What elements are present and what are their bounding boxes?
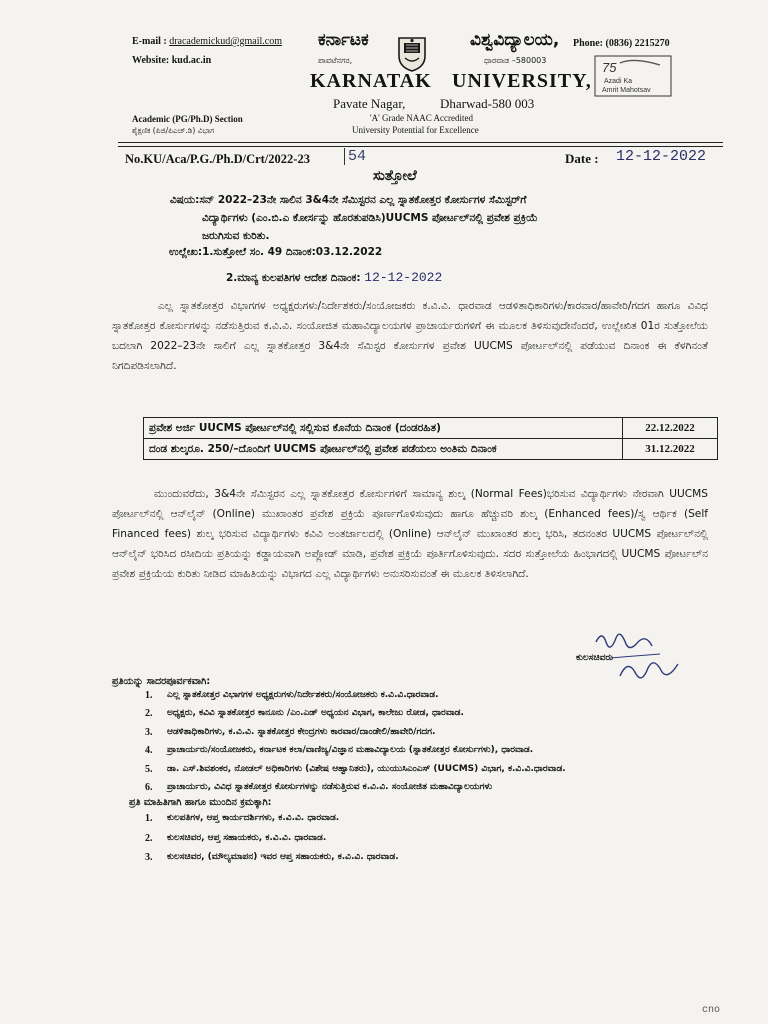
subject-line-2: ವಿದ್ಯಾರ್ಥಿಗಳು (ಎಂ.ಬಿ.ಎ ಕೋರ್ಸನ್ನು ಹೊರತುಪಡಿಸಿ)UUCMS ಪೋರ್ಟಲ್‌ನಲ್ಲಿ ಪ್ರವೇಶ ಪ್ರಕ್ರಿಯೆ [202,212,538,224]
university-name-english-right: UNIVERSITY, [452,70,592,92]
list-item-number: 4. [145,745,153,757]
list-item-text: ಕುಲಸಚಿವರ, (ಮೌಲ್ಯಮಾಪನ) ಇವರ ಆಪ್ತ ಸಹಾಯಕರು, ಕ.ವಿ.ವಿ. ಧಾರವಾಡ. [167,852,399,862]
list-item [145,727,705,745]
svg-text:75: 75 [602,60,617,75]
list-item [145,745,705,763]
university-name-english-left: KARNATAK [310,70,432,92]
list-item-number: 2. [145,832,153,844]
table-cell-date: 31.12.2022 [623,439,718,460]
reference-1: ಉಲ್ಲೇಖ:1.ಸುತ್ತೋಲೆ ಸಂ. 49 ದಿನಾಂಕ:03.12.2022 [169,246,383,258]
circular-title: ಸುತ್ತೋಲೆ [373,168,417,184]
table-cell-description: ಪ್ರವೇಶ ಅರ್ಜಿ UUCMS ಪೋರ್ಟಲ್‌ನಲ್ಲಿ ಸಲ್ಲಿಸುವ ಕೊನೆಯ ದಿನಾಂಕ (ದಂಡರಹಿತ) [144,418,623,439]
section-name-english: Academic (PG/Ph.D) Section [132,114,243,124]
table-cell-description: ದಂಡ ಶುಲ್ಕರೂ. 250/–ದೊಂದಿಗೆ UUCMS ಪೋರ್ಟಲ್‌ನಲ್ಲಿ ಪ್ರವೇಶ ಪಡೆಯಲು ಅಂತಿಮ ದಿನಾಂಕ [144,439,623,460]
reference-2 [226,270,442,285]
svg-text:Amrit Mahotsav: Amrit Mahotsav [602,87,651,94]
paragraph-1: ಎಲ್ಲ ಸ್ನಾತಕೋತ್ತರ ವಿಭಾಗಗಳ ಅಧ್ಯಕ್ಷರುಗಳು/ನಿರ್ದೇಶಕರು/ಸಂಯೋಜಕರು ಕ.ವಿ.ವಿ. ಧಾರವಾಡ ಆಡಳಿತಾಧಿಕಾರಿಗಳು/ಕಾರವಾರ/ಹಾವೇರಿ/ಗದಗ ಹಾಗೂ ವಿವಿಧ ಸ್ನಾತಕೋತ್ತರ ಕೋರ್ಸುಗಳನ್ನು ನಡೆಸುತ್ತಿರುವ ಕ.ವಿ.ವಿ. ಸಂಯೋಜಿತ ಮಹಾವಿದ್ಯಾಲಯಗಳ ಪ್ರಾಚಾರ್ಯರುಗಳಿಗೆ ಈ ಮೂಲಕ ತಿಳಿಸುವುದೇನೆಂದರೆ, ಉಲ್ಲೇಖಿತ 01ರ ಸುತ್ತೋಲೆಯ ಬದಲಾಗಿ 2022–23ನೇ ಸಾಲಿಗೆ ಎಲ್ಲ ಸ್ನಾತಕೋತ್ತರ 3&4ನೇ ಸೆಮಿಸ್ಟರ ಕೋರ್ಸುಗಳ ಪ್ರವೇಶ UUCMS ಪೋರ್ಟಲ್‌ನಲ್ಲಿ ಪಡೆಯುವ ದಿನಾಂಕ ಈ ಕೆಳಗಿನಂತೆ ನಿಗದಿಪಡಿಸಲಾಗಿದೆ. [112,300,708,372]
list-item-text: ಡಾ. ಎಸ್.ಶಿವಶಂಕರ, ನೋಡಲ್ ಅಧಿಕಾರಿಗಳು (ವಿಶೇಷ ಆಹ್ವಾನಿತರು), ಯುಯುಸಿಎಂಎಸ್ (UUCMS) ವಿಭಾಗ, ಕ.ವಿ.ವಿ.ಧಾರವಾಡ. [167,763,566,774]
list-item-number: 6. [145,781,153,793]
svg-text:Azadi Ka: Azadi Ka [604,78,633,85]
paragraph-2: ಮುಂದುವರೆದು, 3&4ನೇ ಸೆಮಿಸ್ಟರನ ಎಲ್ಲ ಸ್ನಾತಕೋತ್ತರ ಕೋರ್ಸುಗಳಿಗೆ ಸಾಮಾನ್ಯ ಶುಲ್ಕ (Normal Fees)ಭರಿಸುವ ವಿದ್ಯಾರ್ಥಿಗಳು ನೇರವಾಗಿ UUCMS ಪೋರ್ಟಲ್‌ನಲ್ಲಿ ಆನ್‌ಲೈನ್ (Online) ಮುಖಾಂತರ ಪ್ರವೇಶ ಪ್ರಕ್ರಿಯೆ ಪೂರ್ಣಗೊಳಿಸುವುದು ಹಾಗೂ ಹೆಚ್ಚುವರಿ ಶುಲ್ಕ (Enhanced fees)/ಸ್ವ ಆರ್ಥಿಕ (Self Financed fees) ಶುಲ್ಕ ಭರಿಸುವ ವಿದ್ಯಾರ್ಥಿಗಳು ಕವಿವಿ ಅಂತರ್ಜಾಲದಲ್ಲಿ (Online) ಆನ್‌ಲೈನ್ ಮುಖಾಂತರ ಶುಲ್ಕ ಭರಿಸಿ, ತದನಂತರ UUCMS ಪೋರ್ಟಲ್‌ನಲ್ಲಿ ಆನ್‌ಲೈನ್ ಭರಿಸಿದ ರಸೀದಿಯ ಪ್ರತಿಯನ್ನು ಕಡ್ಡಾಯವಾಗಿ ಅಪ್ಲೋಡ್ ಮಾಡಿ, ಪ್ರವೇಶ ಪ್ರಕ್ರಿಯೆ ಪೂರ್ತಿಗೊಳಿಸುವುದು. ಸದರ ಸುತ್ತೋಲೆಯ ಹಿಂಭಾಗದಲ್ಲಿ UUCMS ಪೋರ್ಟಲ್‌ನ ಪ್ರವೇಶ ಪ್ರಕ್ರಿಯೆಯ ಕುರಿತು ನೀಡಿದ ಮಾಹಿತಿಯನ್ನು ವಿಭಾಗದ ಎಲ್ಲ ವಿದ್ಯಾರ್ಥಿಗಳು ಅನುಸರಿಸುವಂತೆ ಈ ಮೂಲಕ ತಿಳಿಸಲಾಗಿದೆ. [112,488,708,580]
subject-block [170,191,680,245]
email-link[interactable]: dracademickud@gmail.com [169,36,282,47]
upe-text: University Potential for Excellence [352,125,479,135]
table-row [144,418,718,439]
registrar-designation: ಕುಲಸಚಿವರು [576,653,613,663]
list-item [145,833,665,853]
address-kannada-left: ಪಾವಟೆನಗರ, [318,56,353,65]
address-english-left: Pavate Nagar, [333,96,406,111]
header-divider [118,142,723,143]
list-item-text: ಪ್ರಾಚಾರ್ಯರು/ಸಂಯೋಜಕರು, ಕರ್ನಾಟಕ ಕಲಾ/ವಾಣಿಜ್ಯ/ವಿಜ್ಞಾನ ಮಹಾವಿದ್ಯಾಲಯ (ಸ್ನಾತಕೋತ್ತರ ಕೋರ್ಸುಗಳು), ಧಾರವಾಡ. [167,745,534,756]
section-name-kannada: ಶೈಕ್ಷಣಿಕ (ಪಿಜಿ/ಪಿಎಚ್.ಡಿ) ವಿಭಾಗ [132,126,215,135]
information-heading: ಪ್ರತಿ ಮಾಹಿತಿಗಾಗಿ ಹಾಗೂ ಮುಂದಿನ ಕ್ರಮಕ್ಕಾಗಿ: [129,797,272,808]
list-item-number: 1. [145,813,153,824]
university-seal-icon [396,34,428,72]
date-label: Date : [565,151,599,166]
list-item-text: ಎಲ್ಲ ಸ್ನಾತಕೋತ್ತರ ವಿಭಾಗಗಳ ಅಧ್ಯಕ್ಷರುಗಳು/ನಿರ್ದೇಶಕರು/ಸಂಯೋಜಕರು ಕ.ವಿ.ವಿ.ಧಾರವಾಡ. [167,690,439,700]
handwritten-reference-number: 54 [344,148,366,165]
subject-line-3: ಜರುಗಿಸುವ ಕುರಿತು. [202,230,270,242]
copy-to-list [145,690,705,800]
list-item [145,764,705,782]
list-item-text: ಕುಲಪತಿಗಳ, ಆಪ್ತ ಕಾರ್ಯದರ್ಶಿಗಳು, ಕ.ವಿ.ವಿ. ಧಾರವಾಡ. [167,813,340,823]
list-item-text: ಆಡಳಿತಾಧಿಕಾರಿಗಳು, ಕ.ವಿ.ವಿ. ಸ್ನಾತಕೋತ್ತರ ಕೇಂದ್ರಗಳು ಕಾರವಾರ/ದಾಂಡೇಲಿ/ಹಾವೇರಿ/ಗದಗ. [167,726,436,737]
list-item-text: ಕುಲಸಚಿವರ, ಆಪ್ತ ಸಹಾಯಕರು, ಕ.ವಿ.ವಿ. ಧಾರವಾಡ. [167,832,327,843]
list-item-number: 1. [145,690,153,701]
address-english-right: Dharwad-580 003 [440,96,535,111]
header-divider-thin [118,146,723,147]
list-item [145,813,665,833]
list-item [145,708,705,726]
list-item-number: 5. [145,763,153,775]
page-corner-mark: cno [702,1005,721,1016]
subject-line-1: ವಿಷಯ:ಸನ್ 2022–23ನೇ ಸಾಲಿನ 3&4ನೇ ಸೆಮಿಸ್ಟರನ ಎಲ್ಲ ಸ್ನಾತಕೋತ್ತರ ಕೋರ್ಸುಗಳ ಸೆಮಿಸ್ಟರ್‌ಗೆ [170,194,527,206]
address-kannada-right: ಧಾರವಾಡ –580003 [484,56,547,65]
reference-2-date: 12-12-2022 [364,270,443,285]
list-item-number: 2. [145,708,153,720]
list-item [145,690,705,708]
table-row [144,439,718,460]
university-name-kannada-left: ಕರ್ನಾಟಕ [318,30,369,50]
university-name-kannada-right: ವಿಶ್ವವಿದ್ಯಾಲಯ, [470,30,560,50]
email-label: E-mail : [132,36,167,47]
phone-line: Phone: (0836) 2215270 [573,38,670,49]
dates-table [143,417,718,460]
azadi-ka-amrit-mahotsav-logo-icon [594,55,672,97]
date-value: 12-12-2022 [616,148,707,165]
list-item-number: 3. [145,852,153,863]
list-item-number: 3. [145,726,153,738]
website-line: Website: kud.ac.in [132,55,212,66]
information-list [145,813,665,872]
accreditation-text: 'A' Grade NAAC Accredited [370,113,473,123]
list-item-text: ಅಧ್ಯಕ್ಷರು, ಕವಿವಿ ಸ್ನಾತಕೋತ್ತರ ಕಾನೂನು /ಎಂ.ಎಡ್ ಅಧ್ಯಯನ ವಿಭಾಗ, ಕಾಲೇಜು ರೋಡ, ಧಾರವಾಡ. [167,708,464,719]
list-item [145,852,665,872]
reference-2-text: 2.ಮಾನ್ಯ ಕುಲಪತಿಗಳ ಆದೇಶ ದಿನಾಂಕ: [226,272,361,284]
list-item-text: ಪ್ರಾಚಾರ್ಯರು, ವಿವಿಧ ಸ್ನಾತಕೋತ್ತರ ಕೋರ್ಸುಗಳನ್ನು ನಡೆಸುತ್ತಿರುವ ಕ.ವಿ.ವಿ. ಸಂಯೋಜಿತ ಮಹಾವಿದ್ಯಾಲಯಗಳು [167,781,493,792]
copy-to-heading: ಪ್ರತಿಯನ್ನು ಸಾದರಪೂರ್ವಕವಾಗಿ: [112,676,211,687]
email-line [132,36,282,47]
table-cell-date: 22.12.2022 [623,418,718,439]
reference-number: No.KU/Aca/P.G./Ph.D/Crt/2022-23 [125,152,310,166]
